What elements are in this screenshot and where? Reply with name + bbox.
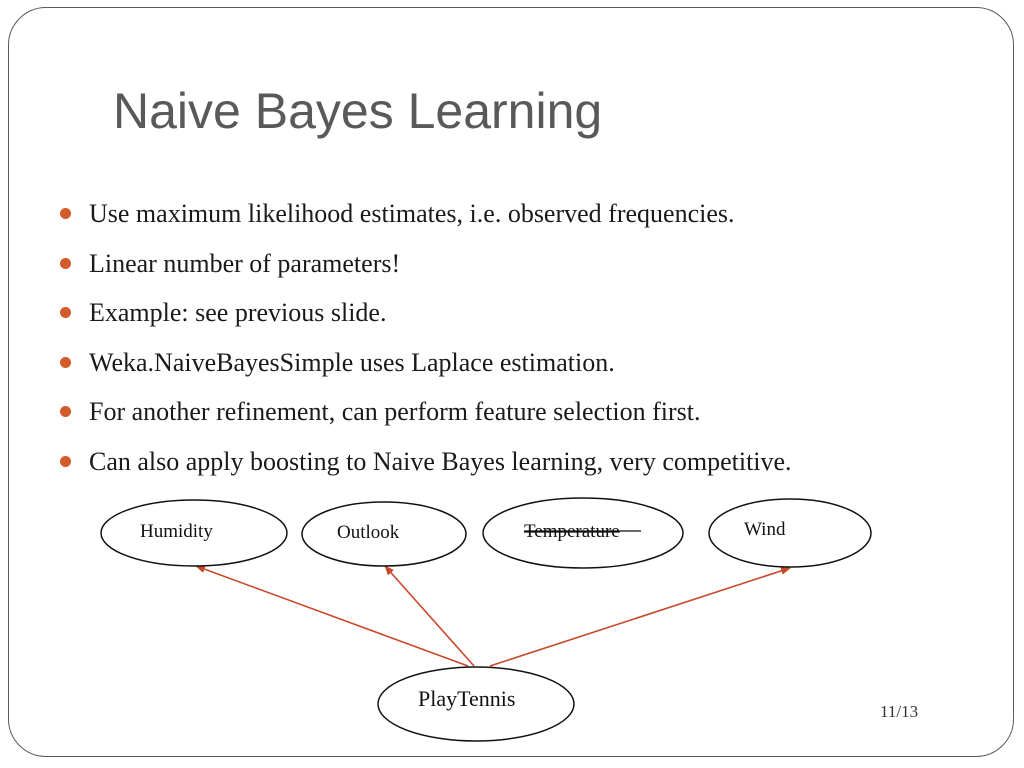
bullet-text: Can also apply boosting to Naive Bayes learning, very competitive. xyxy=(89,446,792,476)
node-label-humidity: Humidity xyxy=(140,521,213,542)
bullet-text: Example: see previous slide. xyxy=(89,298,387,327)
node-temperature xyxy=(483,498,683,568)
edge-playtennis-wind xyxy=(490,568,790,666)
bullet-text: Weka.NaiveBayesSimple uses Laplace estimation. xyxy=(89,347,615,377)
slide-title: Naive Bayes Learning xyxy=(113,83,603,139)
bullet-text: Use maximum likelihood estimates, i.e. observed frequencies. xyxy=(89,199,735,228)
node-label-temperature: Temperature xyxy=(524,521,620,542)
node-wind xyxy=(709,499,871,567)
node-playtennis xyxy=(378,667,574,741)
node-label-outlook: Outlook xyxy=(337,522,400,543)
bullet-text: Linear number of parameters! xyxy=(89,248,401,278)
node-label-playtennis: PlayTennis xyxy=(418,686,516,711)
bullet-text: For another refinement, can perform feature selection first. xyxy=(89,397,701,426)
edge-playtennis-humidity xyxy=(196,566,468,666)
page-number: 11/13 xyxy=(880,702,919,721)
node-humidity xyxy=(101,500,287,566)
node-outlook xyxy=(302,502,466,566)
node-label-wind: Wind xyxy=(744,519,786,540)
